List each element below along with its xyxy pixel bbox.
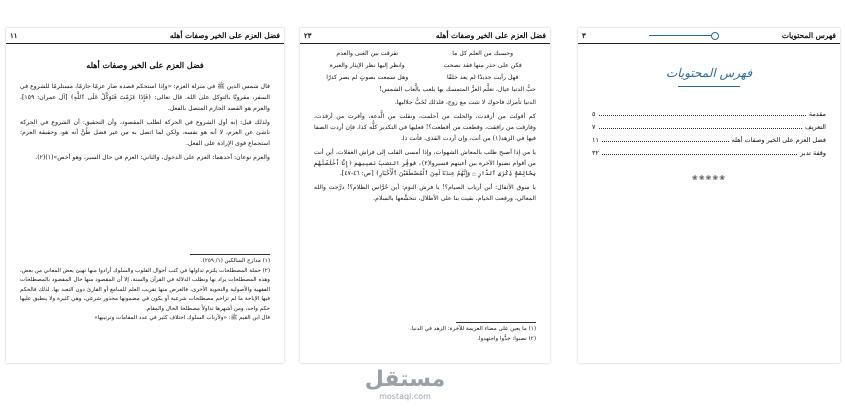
header-title: فضل العزم على الخير وصفات أهله [169,31,280,40]
toc-title: فهرس المحتويات [665,66,753,80]
page-body [20,50,270,167]
footnote: (١) مدارج السالكين (١/ ٢٥٩). [200,258,270,264]
toc-entry-page: ٧ [592,123,596,131]
toc-entry[interactable] [592,136,826,149]
toc-entry[interactable] [592,110,826,123]
hemistich: فكن على حذر منها فقد نصحت [443,61,522,69]
toc-entry-label: فضل العزم على الخير وصفات أهله [731,136,826,144]
watermark [350,368,460,402]
toc-title-underline [678,86,740,87]
poem-verse [314,61,536,72]
table-of-contents [592,110,826,162]
paragraph: والعزم نوعان: أحدهما: العزم على الدخول، والثاني: العزم في حال السير، وهو أخص»(١)(٢). [35,154,270,162]
toc-entry-page: ٣٢ [592,149,599,157]
header-title: فضل العزم على الخير وصفات أهله [435,31,546,40]
paragraph: كم أقولت من أرقدت، والحلت من أحلمت، ونقلت من الَّدعة، وأقرت من أرقدت، وفارقت من رافقت، وقطعت من أقطعت؟! فعليها في التكدير كلُّه كذا، فإن أردت الصفا فيها في الزهد(١) من أنت، وإن أردت القذى، فأنت ذا. [314,113,536,142]
toc-entry-label: مقدمة [808,110,826,118]
toc-entry-page: ١١ [592,136,599,144]
book-page-toc [578,28,840,363]
toc-entry-label: وقفة تدبر [800,149,826,157]
page-number: ٣ [582,31,586,40]
page-number: ٢٣ [304,31,312,40]
page-body [314,48,536,208]
book-page-23 [300,28,550,363]
paragraph: حبُّ الدنيا عيال، تعلَّم العزَّ المتمسك بها يلعب بالَّعاب الشمس! [379,85,536,93]
hemistich: تفرقت بين الغنى والعدم [336,50,399,57]
header-title: فهرس المحتويات [781,31,836,40]
toc-entry-label: التعريف [804,123,826,131]
footnote: قال ابن القيم ﷺ: «ولأرباب السلوك اختلاف كثير في عدد المقامات وترتيبها» [94,315,270,321]
header-ornament-icon [649,32,719,40]
footnote: (١) ما يعين على مضاء العزيمة للآخرة: الزهد في الدنيا. [409,326,536,332]
page-number: ١١ [10,31,18,40]
page-header [6,28,284,44]
poem-verse [314,73,536,84]
hemistich: وحسبك من العلم كل ما [452,50,514,57]
poem-verse [314,49,536,60]
hemistich: فهل رأيت جديدًا لم يعد خلقًا [447,73,519,81]
page-header [578,28,840,44]
toc-leader-dots [599,110,806,116]
footnotes [20,257,270,324]
section-title: فضل العزم على الخير وصفات أهله [86,60,204,70]
watermark-arabic: مستقل [364,367,446,392]
paragraph: يا سوق الأثقال: أين أرباب الصيام؟! يا فرش النوم: أين حُرَّاس الظلام؟! درَّجت والله المعالي، ورقعت الخيام، بقيت بنا على الأطلال، نتخشَّعها بالسلام. [314,184,536,203]
toc-entry-page: ٥ [592,110,596,118]
book-page-11 [6,28,284,363]
footnote-separator [456,322,536,323]
toc-leader-dots [602,136,729,142]
toc-leader-dots [599,123,802,129]
paragraph: قال شمس الدين ﷺ في منزلة العزم: «وإذا استحكم قصده صار عزمًا جازمًا، مستلزمًا للشروع في السفر، مقرونًا بالتوكل على الله. قال تعالى: ﴿فَإِذَا عَزَمْتَ فَتَوَكَّلْ عَلَى ٱللَّهِ﴾ [آل عمران: ١٥٩]، والعزم هو القصد الجازم المتصل بالفعل. [20,83,270,112]
hemistich: وهل سمعت بصوتٍ لم يصر كدرًا [326,73,409,81]
paragraph: ولذلك قيل: إنه أول الشروع في الحركة لطلب المقصود، وأن التحقيق: أن الشروع في الحركة ناشئ عن العزم، لا أنه هو نفسه، ولكن لما اتصل به من غير فصل ظُنَّ أنه هو، وحقيقة العزم: استجماع قوى الإرادة على الفعل. [20,118,270,148]
flower-ornament-icon: ❀❀❀❀❀ [691,174,727,182]
toc-entry[interactable] [592,149,826,162]
paragraph: الدنيا تأمرك فاحوك لا تثبت مع زوج، فلذلك تُحَبُّ جلاليها. [394,99,536,107]
watermark-url: mostaql.com [379,392,431,401]
paragraph: يا من إذا أصبح طلب بالمعاش الشهوات، وإذا أمسى القلب إلى فراش الغفلات، أين أنت من أقوام نصبوا الآخرة بين أعينهم فسيروا(٢)، فوفِّر النصبَ نصيبهم ﴿إِنَّا أَخْلَصْنَٰهُم بِخَالِصَةٍ ذِكْرَى ٱلدَّارِ ۝ وَإِنَّهُمْ عِندَنَا لَمِنَ ٱلْمُصْطَفَيْنَ ٱلْأَخْيَارِ﴾ [ص: ٤٦-٤٧]. [314,148,536,178]
hemistich: وانظر إليها نظر الإيثار والعبرة [329,61,405,69]
footnote-separator [190,254,270,255]
page-header [300,28,550,44]
footnote: (٢) حملة المصطلحات يلتزم تداولها في كتب أحوال القلوب والسلوك أرادوا منها تهيئ بعض المعاني من بعض، وهذه المصطلحات يراد بها وتطلب الدلالة في القرآن والسنة، إلا أن المقصود منها حال المقصود بالمصطلحات الفقهية والأصولية والنحوية الأخرى، فالغرض منها تقريب العلم للسامع أو القارئ دون التعبد بها. لذلك فالحكم فيها الإباحة ما لم تزاحم مصطلحات شرعية أو يكون في مضمونها محذور شرعي، وهي كثيرة ولا ينطبق عليها حكم واحد، ومن أشهرها تداولاً مصطلحا الحال والمقام. [20,267,270,312]
footnotes [314,325,536,344]
footnote: (٢) نصبوا: جدُّوا واجتهدوا. [477,335,536,342]
toc-entry[interactable] [592,123,826,136]
toc-leader-dots [602,149,797,155]
